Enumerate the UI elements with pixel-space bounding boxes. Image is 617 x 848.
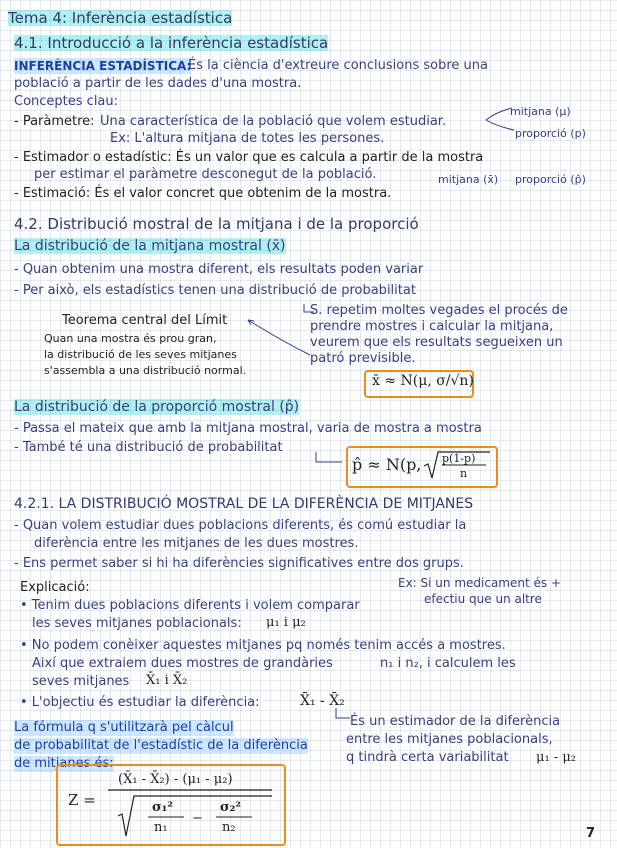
sample-sizes: n₁ i n₂, i calculem les (380, 656, 516, 671)
section-4-1-heading: 4.1. Introducció a la inferència estadística (14, 34, 329, 52)
parameter-term: - Paràmetre: (14, 114, 95, 129)
mean-line-1: - Quan obtenim una mostra diferent, els resultats poden variar (14, 262, 424, 277)
inference-definition-1: És la ciència d'extreure conclusions sobre una (188, 58, 488, 73)
diff-line-1: - Quan volem estudiar dues poblacions diferents, és comú estudiar la (14, 518, 467, 533)
formula-intro-1: La fórmula q s'utilitzarà pel càlcul (14, 720, 234, 735)
bullet-3: • L'objectiu és estudiar la diferència: (20, 695, 260, 710)
proportion-formula-numerator: p(1-p) (442, 452, 476, 465)
mean-formula: x̄ ≈ N(μ, σ/√n) (372, 373, 474, 389)
explanation-label: Explicació: (20, 580, 90, 595)
clt-title: Teorema central del Límit (62, 313, 228, 328)
inference-definition-2: població a partir de les dades d'una mostra. (14, 76, 302, 91)
proportion-arrow (316, 452, 346, 468)
clt-line-3: s'assembla a una distribució normal. (44, 364, 247, 377)
proportion-formula-lhs: p̂ ≈ N(p, (352, 455, 422, 474)
z-n1: n₁ (154, 820, 168, 835)
repeat-note-2: prendre mostres i calcular la mitjana, (310, 319, 554, 334)
proportion-distribution-subheading: La distribució de la proporció mostral (p̂) (14, 399, 300, 415)
clt-line-1: Quan una mostra és prou gran, (44, 332, 217, 345)
page-number: 7 (586, 826, 596, 841)
clt-line-2: la distribució de les seves mitjanes (44, 348, 237, 361)
section-4-2-heading: 4.2. Distribució mostral de la mitjana i de la proporció (14, 215, 419, 233)
key-concepts-label: Conceptes clau: (14, 94, 119, 109)
estimator-proportion-label: proporció (p̂) (515, 173, 586, 186)
z-formula-numerator: (X̄₁ - X̄₂) - (μ₁ - μ₂) (118, 772, 233, 787)
proportion-line-2: - També té una distribució de probabilitat (14, 440, 283, 455)
sample-means: X̄₁ i X̄₂ (146, 673, 188, 688)
example-line-1: Ex: Si un medicament és + (398, 576, 562, 590)
estimator-note-2: entre les mitjanes poblacionals, (346, 732, 553, 747)
parameter-definition: Una característica de la població que volem estudiar. (100, 114, 447, 129)
z-sigma2-squared: σ₂² (220, 800, 241, 815)
z-formula-lhs: Z = (68, 791, 96, 809)
mean-difference: X̄₁ - X̄₂ (300, 693, 345, 709)
population-mean-difference: μ₁ - μ₂ (536, 750, 576, 765)
repeat-note-3: veurem que els resultats segueixen un (310, 335, 563, 350)
bullet-2-line-1: • No podem conèixer aquestes mitjanes pq només tenim accés a mostres. (20, 638, 506, 653)
estimator-mean-label: mitjana (x̄) (438, 173, 499, 186)
example-line-2: efectiu que un altre (424, 592, 542, 606)
formula-intro-3: de mitjanes és: (14, 756, 114, 771)
mean-line-2: - Per això, els estadístics tenen una distribució de probabilitat (14, 283, 416, 298)
estimator-note-3: q tindrà certa variabilitat (346, 750, 509, 765)
z-formula-fraction (104, 790, 276, 840)
clt-arrow (240, 300, 320, 360)
estimator-line-1: - Estimador o estadístic: És un valor que es calcula a partir de la mostra (14, 150, 484, 165)
formula-intro-2: de probabilitat de l'estadístic de la diferència (14, 738, 308, 753)
estimator-line-2: per estimar el paràmetre desconegut de la població. (34, 167, 377, 182)
bullet-1-line-2: les seves mitjanes poblacionals: (32, 616, 242, 631)
population-means: μ₁ i μ₂ (266, 615, 306, 630)
z-minus: − (192, 811, 203, 826)
parameter-proportion-label: proporció (p) (515, 127, 586, 140)
estimation-line: - Estimació: És el valor concret que obtenim de la mostra. (14, 186, 392, 201)
proportion-line-1: - Passa el mateix que amb la mitjana mostral, varia de mostra a mostra (14, 421, 482, 436)
bullet-2-line-3: seves mitjanes (32, 674, 130, 689)
estimator-note-1: És un estimador de la diferència (350, 714, 561, 729)
repeat-note-1: S. repetim moltes vegades el procés de (310, 303, 568, 318)
parameter-mean-label: mitjana (μ) (510, 105, 571, 118)
repeat-note-4: patró previsible. (310, 351, 416, 366)
bullet-2-line-2: Així que extraiem dues mostres de grandàries (32, 656, 333, 671)
parameter-example: Ex: L'altura mitjana de totes les persones. (110, 131, 385, 146)
diff-line-3: - Ens permet saber si hi ha diferències significatives entre dos grups. (14, 556, 464, 571)
proportion-formula-denominator: n (460, 467, 468, 480)
z-n2: n₂ (222, 820, 236, 835)
page-title: Tema 4: Inferència estadística (8, 9, 233, 27)
diff-line-2: diferència entre les mitjanes de les dues mostres. (34, 536, 359, 551)
inference-term: INFERÈNCIA ESTADÍSTICA: (14, 59, 192, 73)
parameter-branch-arrows (486, 104, 516, 134)
mean-distribution-subheading: La distribució de la mitjana mostral (x̄) (14, 238, 286, 254)
section-4-2-1-heading: 4.2.1. LA DISTRIBUCIÓ MOSTRAL DE LA DIFERÈNCIA DE MITJANES (14, 496, 474, 512)
z-sigma1-squared: σ₁² (152, 800, 173, 815)
bullet-1-line-1: • Tenim dues poblacions diferents i volem comparar (20, 598, 360, 613)
